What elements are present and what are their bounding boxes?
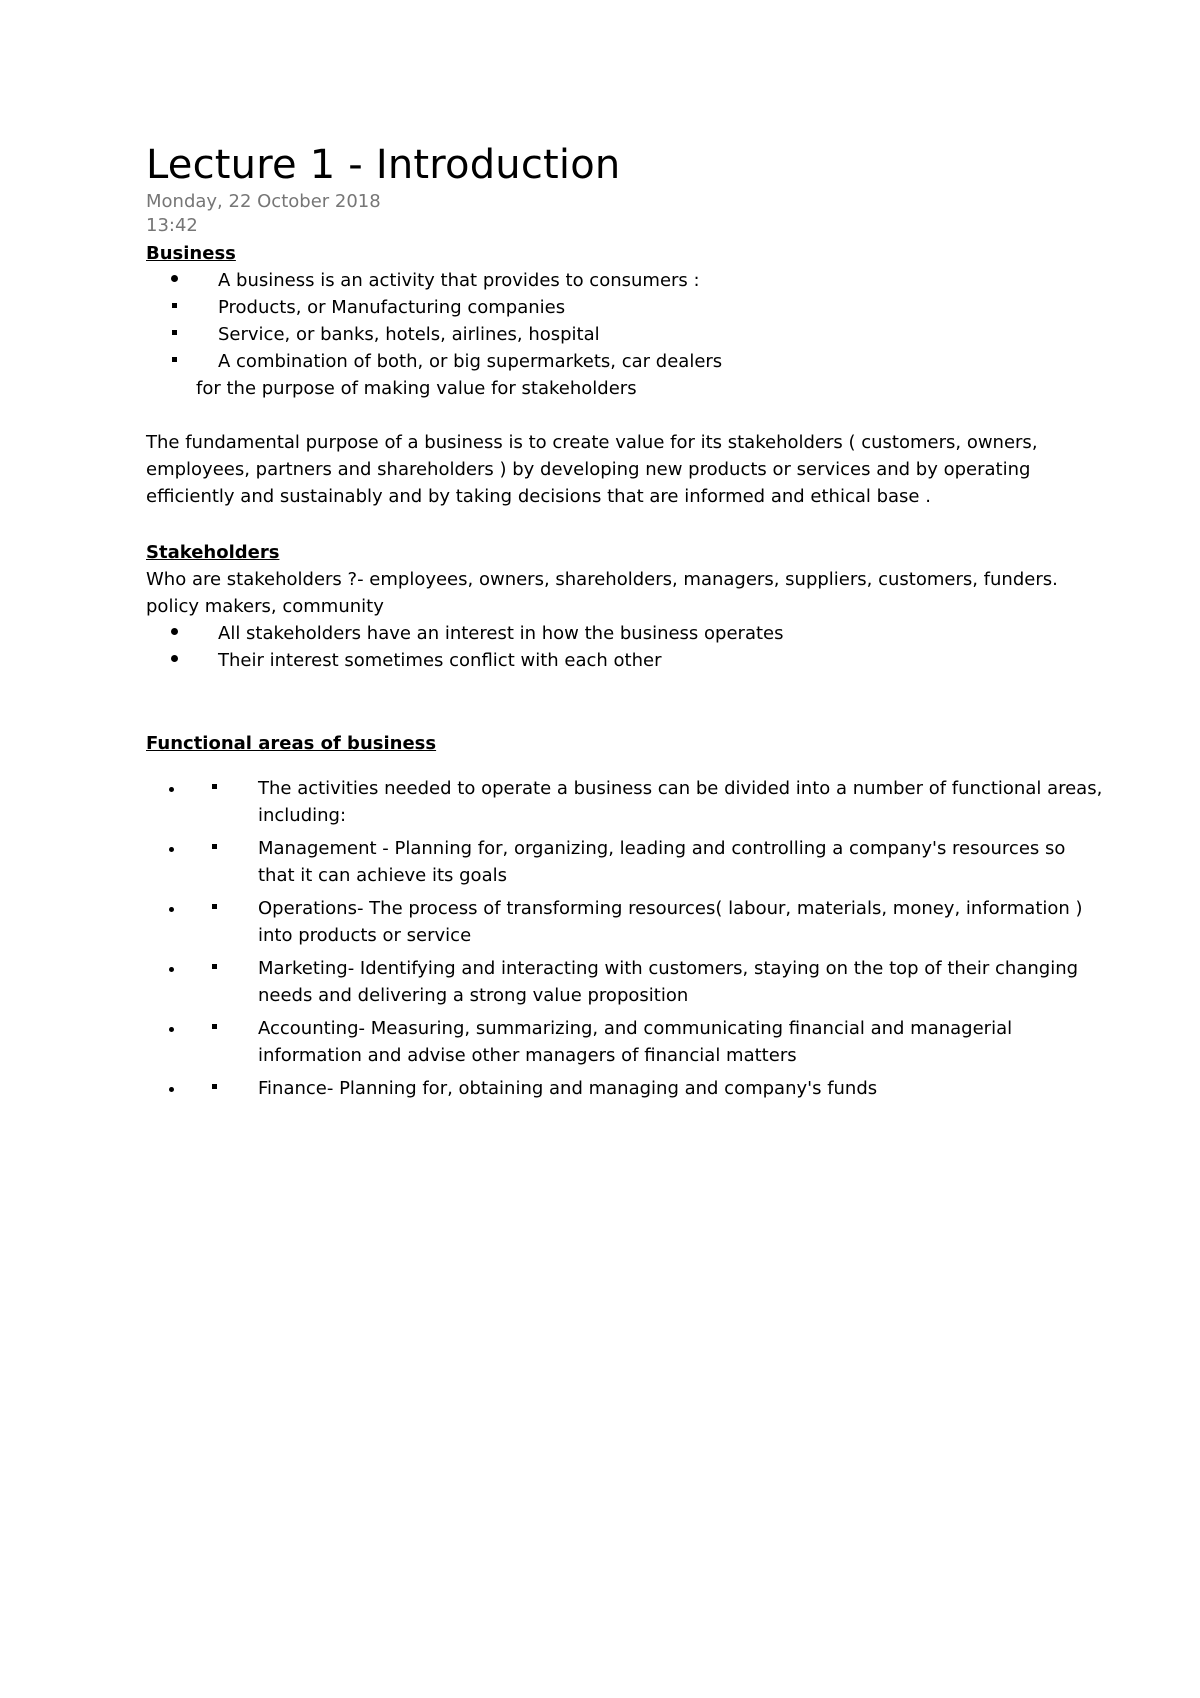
note-date: Monday, 22 October 2018 [146, 191, 381, 212]
bullet-square-icon [164, 348, 184, 375]
bullet-square-icon [204, 775, 224, 802]
list-item-text: Products, or Manufacturing companies [218, 297, 566, 318]
stakeholders-list [146, 620, 1106, 674]
list-item-text: Finance- Planning for, obtaining and managing and company's funds [258, 1078, 878, 1099]
spacer [146, 674, 1106, 728]
list-item-text: Management - Planning for, organizing, leading and controlling a company's resources so that it can achieve its goals [258, 838, 1066, 886]
bullet-square-icon [204, 955, 224, 982]
list-item-text: The activities needed to operate a business can be divided into a number of functional areas, including: [258, 778, 1103, 826]
stakeholders-heading: Stakeholders [146, 542, 280, 563]
list-item-text: Service, or banks, hotels, airlines, hospital [218, 324, 600, 345]
note-content [146, 140, 1106, 1120]
list-item-text: A business is an activity that provides to consumers : [218, 270, 700, 291]
note-time: 13:42 [146, 215, 198, 236]
functional-list [146, 775, 1106, 1102]
bullet-dot-icon [164, 267, 184, 294]
list-item-text: Operations- The process of transforming resources( labour, materials, money, information ) into products or service [258, 898, 1083, 946]
list-item [146, 620, 1106, 647]
list-item [186, 835, 1106, 889]
bullet-square-icon [164, 321, 184, 348]
business-paragraph: The fundamental purpose of a business is to create value for its stakeholders ( customers, owners, employees, partners and shareholders ) by developing new products or services and by operating efficiently and sustainably and by taking decisions that are informed and ethical base . [146, 432, 1038, 507]
list-item-text: Their interest sometimes conflict with each other [218, 650, 662, 671]
list-item-text: A combination of both, or big supermarkets, car dealers [218, 351, 723, 372]
list-item [146, 294, 1106, 321]
list-item [146, 321, 1106, 348]
spacer [146, 402, 1106, 429]
list-item [146, 348, 1106, 375]
list-item [146, 647, 1106, 674]
list-item [186, 1075, 1106, 1102]
page-title: Lecture 1 - Introduction [146, 142, 621, 188]
bullet-square-icon [204, 895, 224, 922]
bullet-square-icon [204, 1075, 224, 1102]
business-heading: Business [146, 243, 236, 264]
business-list [146, 267, 1106, 375]
stakeholders-intro: Who are stakeholders ?- employees, owners, shareholders, managers, suppliers, customers, funders. policy makers, community [146, 569, 1058, 617]
list-item [186, 955, 1106, 1009]
list-item-text: All stakeholders have an interest in how the business operates [218, 623, 784, 644]
bullet-dot-icon [164, 620, 184, 647]
bullet-square-icon [204, 835, 224, 862]
bullet-square-icon [204, 1015, 224, 1042]
spacer [146, 510, 1106, 537]
bullet-square-icon [164, 294, 184, 321]
list-item-text: Marketing- Identifying and interacting with customers, staying on the top of their changing needs and delivering a strong value proposition [258, 958, 1079, 1006]
list-item [186, 895, 1106, 949]
list-item [146, 267, 1106, 294]
business-list-note: for the purpose of making value for stakeholders [196, 378, 637, 399]
list-item [186, 775, 1106, 829]
functional-heading: Functional areas of business [146, 733, 437, 754]
bullet-dot-icon [164, 647, 184, 674]
list-item-text: Accounting- Measuring, summarizing, and communicating financial and managerial information and advise other managers of financial matters [258, 1018, 1013, 1066]
list-item [186, 1015, 1106, 1069]
